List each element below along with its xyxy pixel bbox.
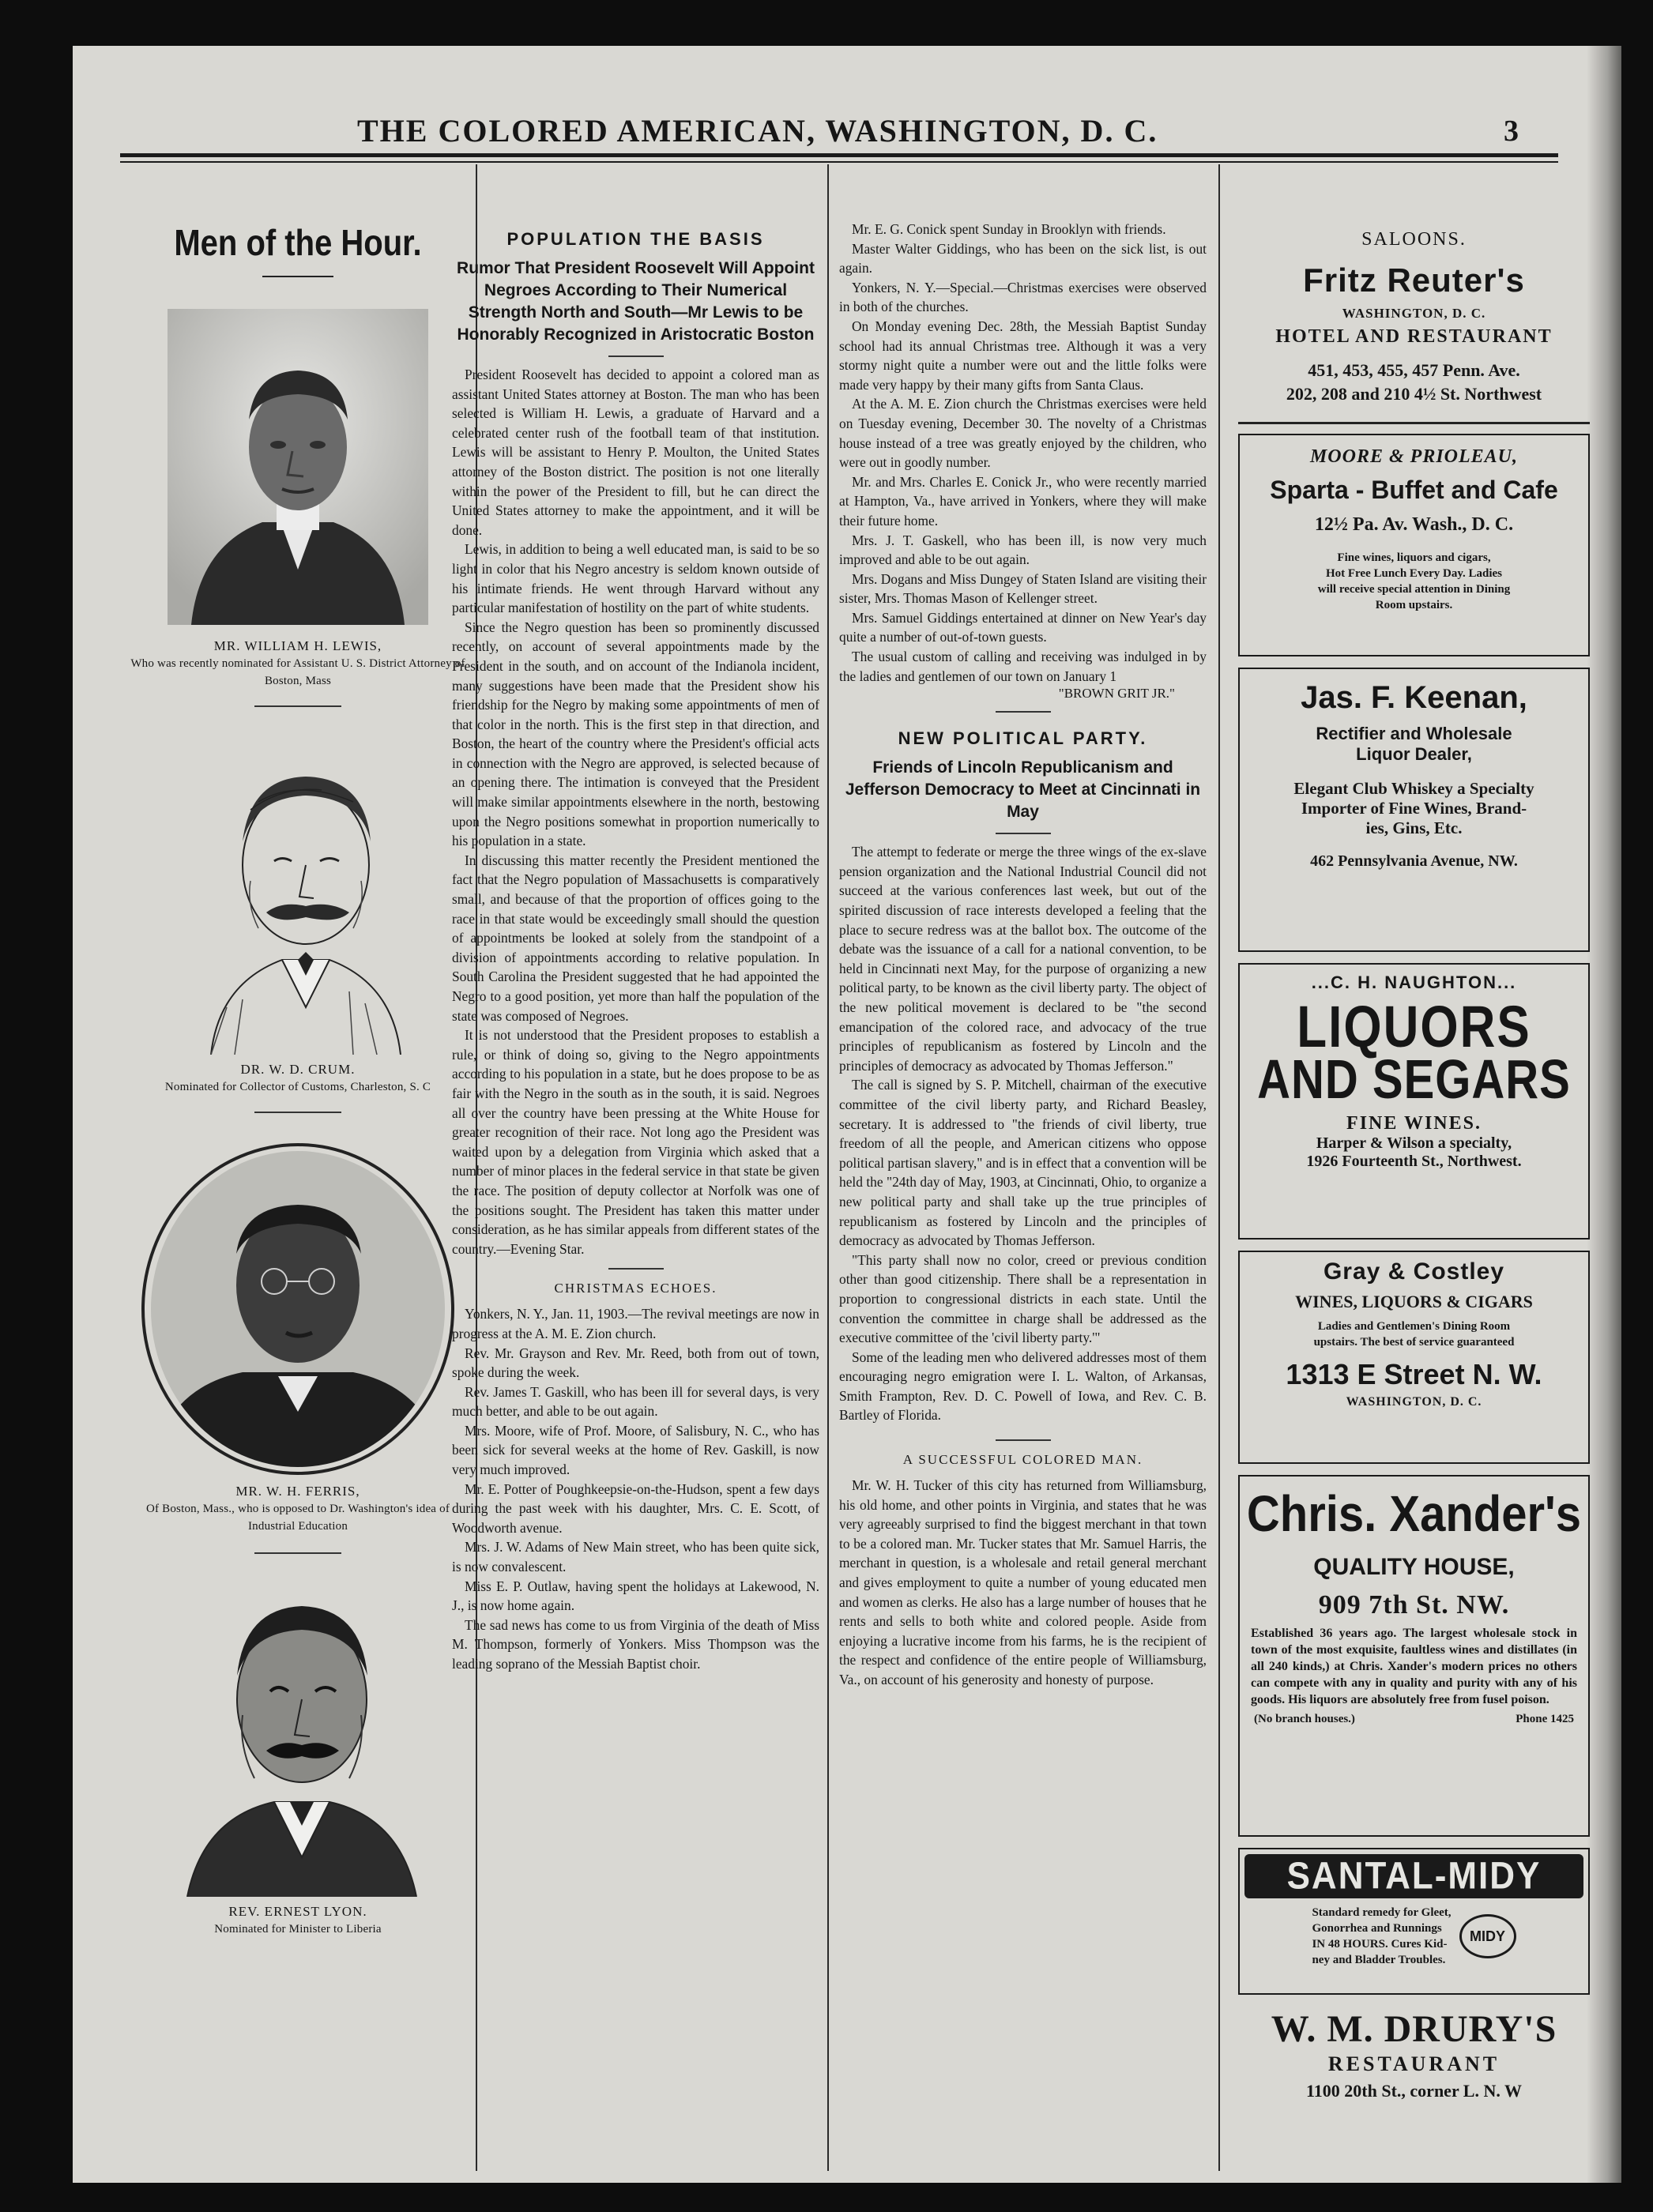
- ad-jas-keenan: [1238, 668, 1590, 952]
- ad-ch-naughton: [1238, 963, 1590, 1240]
- page-number: 3: [1504, 115, 1519, 148]
- news-item: On Monday evening Dec. 28th, the Messiah Baptist Sunday school had its annual Christmas tree. Although it was a very stormy night quite a number were out and the little folks were made very happy by their many gifts from Santa Claus.: [839, 318, 1207, 393]
- article-signature: "BROWN GRIT JR.": [1058, 686, 1175, 702]
- ad-line: upstairs. The best of service guaranteed: [1313, 1336, 1515, 1349]
- ad-name: Sparta - Buffet and Cafe: [1270, 476, 1558, 504]
- ad-headline: AND SEGARS: [1257, 1048, 1571, 1111]
- ad-address: 909 7th St. NW.: [1318, 1590, 1510, 1620]
- ad-firm: MOORE & PRIOLEAU,: [1309, 446, 1519, 467]
- news-item: Mrs. Dogans and Miss Dungey of Staten Island are visiting their sister, Mrs. Thomas Mason of Kellenger street.: [839, 570, 1207, 607]
- ad-line: Ladies and Gentlemen's Dining Room: [1317, 1320, 1511, 1333]
- portrait-drawing-lyon: [156, 1565, 440, 1897]
- article-paragraph: The attempt to federate or merge the three wings of the ex-slave pension organization and the National Industrial Council did not succeed at the various conferences last week, but out of the spirited discussion of race interests developed a feeling that the place to secure redress was at the ballot box. The outcome of the debate was the issuance of a call for a national convention, to be held in Cincinnati next May, for the purpose of organizing a new political party, to be known as the civil liberty party. The object of the new political movement is declared to be "the second emancipation of the colored race, and advocacy of the true principles of republicanism as fostered by Lincoln and the principles of democracy as advocated by Thomas Jefferson.": [839, 844, 1207, 1074]
- title-rule: [262, 276, 333, 277]
- column-men-of-the-hour: [120, 172, 476, 1938]
- portrait-photo-lewis: [168, 309, 428, 625]
- article-paragraph: Lewis, in addition to being a well educated man, is said to be so light in color that his Negro ancestry is seldom known outside of his intimate friends. He went through Harvard without any particular manifestation of hostility on the part of white students.: [452, 541, 819, 616]
- portrait-name: DR. W. D. CRUM.: [240, 1062, 356, 1077]
- ad-tagline: HOTEL AND RESTAURANT: [1275, 326, 1553, 347]
- saloons-heading: SALOONS.: [1361, 229, 1467, 250]
- ad-address: 1926 Fourteenth St., Northwest.: [1306, 1153, 1522, 1170]
- ad-address: 462 Pennsylvania Avenue, NW.: [1310, 852, 1518, 870]
- ad-line: ney and Bladder Troubles.: [1312, 1954, 1446, 1966]
- ad-chris-xander: [1238, 1475, 1590, 1837]
- ad-line: Elegant Club Whiskey a Specialty: [1293, 779, 1534, 798]
- party-headline: NEW POLITICAL PARTY.: [898, 728, 1148, 749]
- ad-name: Jas. F. Keenan,: [1301, 680, 1527, 715]
- ad-headline: LIQUORS: [1297, 995, 1531, 1060]
- divider: [254, 1552, 341, 1554]
- ad-moore-prioleau: [1238, 434, 1590, 656]
- success-heading: A SUCCESSFUL COLORED MAN.: [902, 1452, 1143, 1468]
- news-item: The usual custom of calling and receiving was indulged in by the ladies and gentlemen of our town on January 1: [839, 649, 1207, 684]
- article-paragraph: President Roosevelt has decided to appoint a colored man as assistant United States attorney at Boston. The man who has been selected is William H. Lewis, a graduate of Harvard and a celebrated center rush of the football team of that institution. Lewis will be assistant to Henry P. Moulton, the United States attorney of the Boston district. The position is not one literally within the power of the President to fill, but he can direct the United States attorney to make the appointment, and it will be done.: [452, 367, 819, 538]
- ad-line: Standard remedy for Gleet,: [1312, 1906, 1452, 1919]
- page-edge-shadow: [1587, 46, 1621, 2183]
- ad-address: 1100 20th St., corner L. N. W: [1306, 2081, 1522, 2101]
- ad-name: W. M. DRURY'S: [1271, 2008, 1557, 2050]
- article-paragraph: Some of the leading men who delivered addresses most of them encouraging negro emigration were I. L. Walton, of Arkansas, Smith Frampton, Rev. D. C. Powell of Iowa, and Rev. C. B. Bartley of Florida.: [839, 1349, 1207, 1424]
- ad-santal-midy: [1238, 1848, 1590, 1995]
- masthead-rule-thin: [120, 161, 1558, 163]
- portrait-crum-image: [164, 723, 432, 1055]
- ad-wm-drury: [1238, 2006, 1590, 2108]
- section-rule: [996, 1439, 1051, 1441]
- ad-name: Fritz Reuter's: [1303, 261, 1525, 299]
- news-item: Mr. and Mrs. Charles E. Conick Jr., who were recently married at Hampton, Va., have arrived in Yonkers, where they will make their future home.: [839, 473, 1207, 529]
- column-divider-2: [827, 164, 829, 2171]
- news-item: Mrs. J. W. Adams of New Main street, who has been quite sick, is now convalescent.: [452, 1539, 819, 1575]
- ad-line: Gonorrhea and Runnings: [1312, 1922, 1442, 1935]
- masthead-title: THE COLORED AMERICAN, WASHINGTON, D. C.: [357, 113, 1158, 149]
- section-rule: [608, 1268, 664, 1270]
- deck-rule: [608, 356, 664, 357]
- ad-line: Room upstairs.: [1375, 599, 1453, 611]
- news-item: Mrs. Samuel Giddings entertained at dinner on New Year's day quite a number of out-of-town guests.: [839, 609, 1207, 645]
- ad-line: IN 48 HOURS. Cures Kid-: [1312, 1938, 1448, 1951]
- section-rule: [996, 711, 1051, 713]
- section-title: Men of the Hour.: [174, 223, 422, 264]
- ad-subline: FINE WINES.: [1346, 1113, 1482, 1134]
- news-item: Rev. Mr. Grayson and Rev. Mr. Reed, both from out of town, spoke during the week.: [452, 1345, 819, 1381]
- news-item: Rev. James T. Gaskill, who has been ill for several days, is very much better, and able to be out again.: [452, 1383, 819, 1420]
- article-paragraph: The call is signed by S. P. Mitchell, chairman of the executive committee of the civil liberty party, and Richard Beasley, secretary. It is addressed to "the friends of civil liberty, true freedom of all the people, and American citizens who oppose political partisan slavery," and is in effect that a convention will be held the "24th day of May, 1903, at Cincinnati, Ohio, to organize a new political party and shall take up the true principles of republicanism as fostered by Lincoln and the principles of democracy as advocated by Thomas Jefferson.: [839, 1077, 1207, 1249]
- ad-city: WASHINGTON, D. C.: [1346, 1395, 1482, 1409]
- caption-ferris: [120, 1483, 476, 1535]
- ad-name: Chris. Xander's: [1246, 1485, 1582, 1543]
- portrait-name: MR. WILLIAM H. LEWIS,: [213, 638, 382, 653]
- ad-tagline: Liquor Dealer,: [1356, 744, 1472, 764]
- article-paragraph: It is not understood that the President proposes to establish a rule, or think of doing so, giving to the Negro appointments according to his population in a state, but he does propose to be as fair with the Negro in the south as in the south, it is said. Negroes all over the country have been pressing at the White House for greater recognition of their race. Not long ago the President was waited upon by a delegation from Virginia which asked that a number of minor places in the federal service in that state be given the race. The position of deputy collector at Norfolk was one of the positions sought. The President has taken this matter under consideration, as he has similar appeals from different states of the country.—Evening Star.: [452, 1027, 819, 1257]
- column-advertisements: [1238, 172, 1590, 2119]
- ad-line: ies, Gins, Etc.: [1365, 818, 1463, 837]
- news-item: Master Walter Giddings, who has been on the sick list, is out again.: [839, 240, 1207, 276]
- ad-line: Importer of Fine Wines, Brand-: [1301, 799, 1527, 818]
- ad-phone: Phone 1425: [1516, 1713, 1574, 1725]
- news-item: Mr. E. Potter of Poughkeepsie-on-the-Hudson, spent a few days during the past week with his daughter, Mrs. C. E. Scott, of Woodworth avenue.: [452, 1480, 819, 1536]
- ad-name: SANTAL-MIDY: [1286, 1854, 1542, 1898]
- party-deck: Friends of Lincoln Republicanism and Jefferson Democracy to Meet at Cincinnati in May: [845, 758, 1201, 822]
- portrait-name: MR. W. H. FERRIS,: [235, 1484, 360, 1499]
- ad-tagline: QUALITY HOUSE,: [1313, 1554, 1515, 1580]
- news-item: The sad news has come to us from Virginia of the death of Miss M. Thompson, formerly of Yonkers. Miss Thompson was the leading soprano of the Messiah Baptist choir.: [452, 1616, 819, 1672]
- article-paragraph: In discussing this matter recently the President mentioned the fact that the Negro population of Massachusetts is comparatively small, and because of that the proportion of offices going to the race in that state would be exceedingly small should the question of appointments be looked at solely from the standpoint of a division of appointments according to relative population. In South Carolina the President suggested that he had appointed the Negro to a good position, yet more than half the population of the state was composed of Negroes.: [452, 852, 819, 1024]
- ad-body: Established 36 years ago. The largest wholesale stock in town of the most exquisite, faultless wines and distillates (in all 240 kinds,) at Chris. Xander's modern prices no others can compete with any in quality and purity with any of his goods. His liquors are absolutely free from fusel poison.: [1251, 1627, 1577, 1706]
- news-item: Yonkers, N. Y.—Special.—Christmas exercises were observed in both of the churches.: [839, 279, 1207, 315]
- ad-fritz-reuter: [1238, 258, 1590, 411]
- ad-badge: MIDY: [1459, 1914, 1516, 1958]
- news-item: Mr. E. G. Conick spent Sunday in Brooklyn with friends.: [852, 221, 1166, 237]
- ad-line: Fine wines, liquors and cigars,: [1337, 551, 1491, 564]
- christmas-echoes-heading: CHRISTMAS ECHOES.: [554, 1281, 717, 1296]
- news-item: At the A. M. E. Zion church the Christmas exercises were held on Tuesday evening, December 30. The novelty of a Christmas house instead of a tree was greatly enjoyed by the children, who were out in goodly number.: [839, 396, 1207, 471]
- ad-name: ...C. H. NAUGHTON...: [1311, 972, 1517, 992]
- article-deck: Rumor That President Roosevelt Will Appoint Negroes According to Their Numerical Strength North and South—Mr Lewis to be Honorably Recognized in Aristocratic Boston: [457, 259, 815, 344]
- caption-lyon: [120, 1903, 476, 1938]
- news-item: Mrs. J. T. Gaskell, who has been ill, is now very much improved and able to be out again.: [839, 532, 1207, 568]
- masthead-rule: [120, 153, 1558, 157]
- portrait-lewis-image: [168, 309, 428, 625]
- ad-line: Harper & Wilson a specialty,: [1316, 1134, 1512, 1152]
- column-divider-3: [1218, 164, 1220, 2171]
- portrait-caption: Of Boston, Mass., who is opposed to Dr. Washington's idea of Industrial Education: [145, 1503, 450, 1533]
- ad-gray-costley: [1238, 1251, 1590, 1464]
- column-local-news: [839, 172, 1207, 1690]
- portrait-caption: Nominated for Minister to Liberia: [214, 1923, 382, 1936]
- ad-line: Hot Free Lunch Every Day. Ladies: [1325, 567, 1503, 580]
- portrait-drawing-crum: [164, 723, 432, 1055]
- column-population-article: [452, 172, 819, 1674]
- news-item: Yonkers, N. Y., Jan. 11, 1903.—The revival meetings are now in progress at the A. M. E. Zion church.: [452, 1306, 819, 1341]
- article-headline: POPULATION THE BASIS: [506, 229, 765, 249]
- ad-line: will receive special attention in Dining: [1317, 583, 1511, 596]
- ad-tagline: WINES, LIQUORS & CIGARS: [1295, 1292, 1533, 1311]
- portrait-name: REV. ERNEST LYON.: [228, 1904, 367, 1919]
- divider: [254, 1112, 341, 1113]
- article-paragraph: "This party shall now no color, creed or previous condition other than good citizenship. There shall be a representation in proportion to congressional districts in each state. Until the convention the committee in charge shall be addressed as the executive committee of the 'civil liberty party.'": [839, 1251, 1207, 1346]
- ad-address: 451, 453, 455, 457 Penn. Ave.: [1308, 360, 1520, 380]
- ad-note: (No branch houses.): [1254, 1713, 1355, 1725]
- deck-rule: [996, 833, 1051, 834]
- caption-crum: [120, 1061, 476, 1096]
- article-paragraph: Since the Negro question has been so prominently discussed recently, on account of several appointments made by the President in the south, and on account of the Indianola incident, many suggestions have been made that the President show his friendship for the Negro by making some appointments of men of that color in the north. This is the first step in that direction, and Boston, the heart of the country where the President's official acts in connection with the Negro are approved, is selected because of an opening there. The intimation is conveyed that the President will make similar appointments elsewhere in the north, bestowing upon the Negro positions somewhat in proportion numerically to his population in a state.: [452, 619, 819, 849]
- caption-lewis: [120, 638, 476, 690]
- newspaper-page: [73, 46, 1621, 2183]
- portrait-ferris-image: [132, 1143, 464, 1475]
- portrait-lyon-image: [156, 1565, 440, 1897]
- portrait-caption: Nominated for Collector of Customs, Charleston, S. C: [164, 1081, 431, 1093]
- article-paragraph: Mr. W. H. Tucker of this city has returned from Williamsburg, his old home, and other points in Virginia, and states that he was very agreeably surprised to find the biggest merchant in that town to be a colored man. Mr. Tucker states that Mr. Samuel Harris, the merchant in question, is a wholesale and retail general merchant and gives employment to quite a number of young educated men and women as clerks. He also has a large number of houses that he rents and sells to both white and colored people. Aside from enjoying a lucrative income from his farms, he is the recipient of the respect and confidence of the entire people of Williamsburg, Va., on account of his generosity and honesty of purpose.: [839, 1477, 1207, 1687]
- portrait-photo-ferris: [132, 1143, 464, 1475]
- portrait-caption: Who was recently nominated for Assistant U. S. District Attorney of Boston, Mass: [130, 657, 465, 687]
- ad-name: Gray & Costley: [1323, 1258, 1505, 1285]
- ad-tagline: Rectifier and Wholesale: [1316, 724, 1512, 743]
- ad-separator: [1238, 422, 1590, 424]
- news-item: Mrs. Moore, wife of Prof. Moore, of Salisbury, N. C., who has been sick for several weeks at the home of Rev. Gaskill, is now very much improved.: [452, 1422, 819, 1478]
- ad-address: 12½ Pa. Av. Wash., D. C.: [1314, 514, 1514, 535]
- ad-address: 1313 E Street N. W.: [1286, 1358, 1542, 1390]
- ad-city: WASHINGTON, D. C.: [1342, 306, 1486, 321]
- news-item: Miss E. P. Outlaw, having spent the holidays at Lakewood, N. J., is now home again.: [452, 1578, 819, 1614]
- ad-tagline: RESTAURANT: [1327, 2052, 1501, 2075]
- divider: [254, 705, 341, 707]
- ad-address: 202, 208 and 210 4½ St. Northwest: [1286, 384, 1542, 404]
